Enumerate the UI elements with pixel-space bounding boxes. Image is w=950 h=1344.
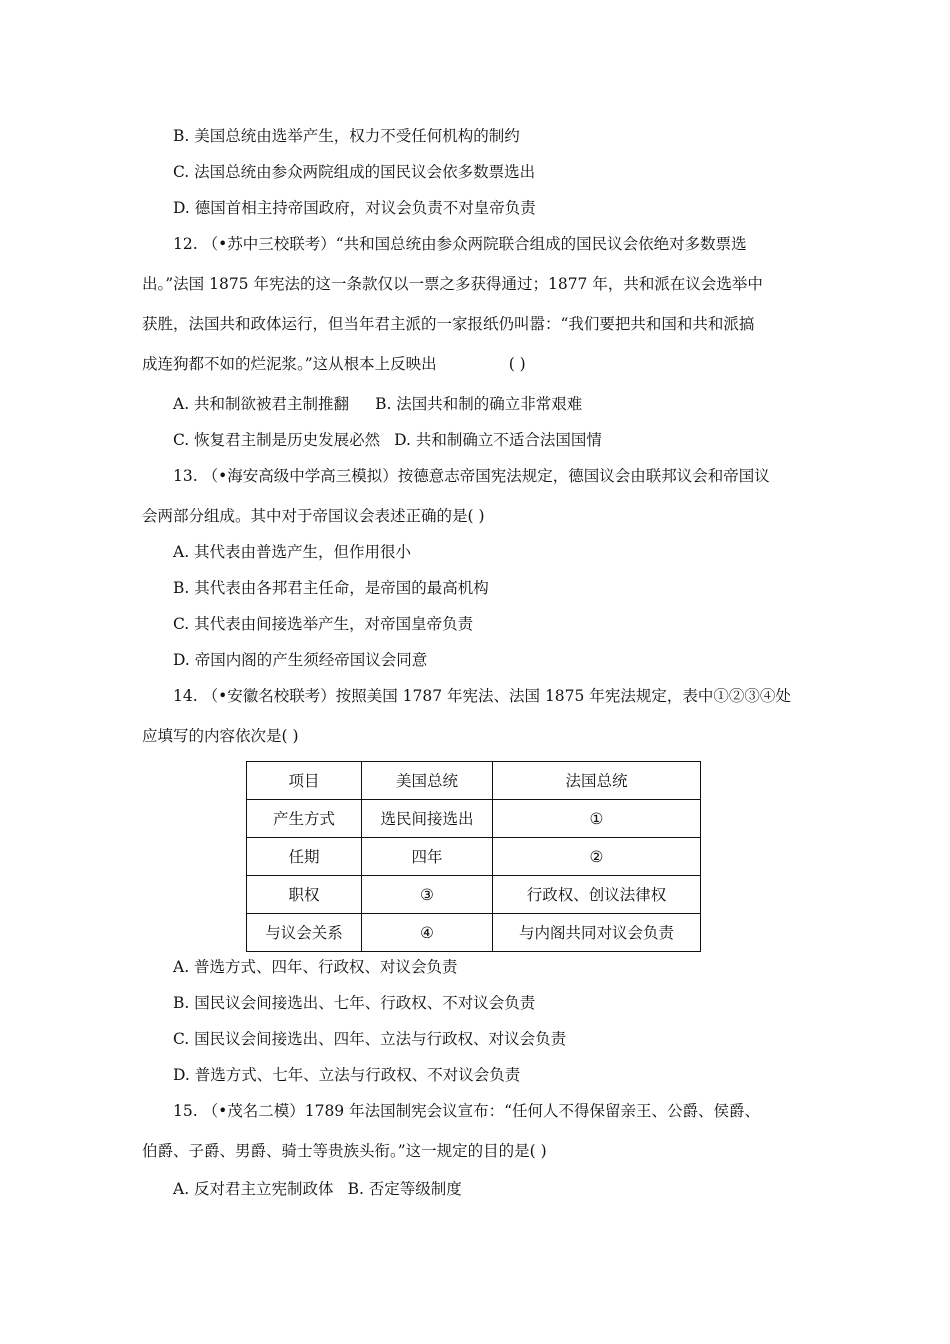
table-header-cell: 项目 — [247, 762, 362, 800]
q12-answer-paren: ( ) — [508, 355, 526, 373]
q13-option-b: B. 其代表由各邦君主任命，是帝国的最高机构 — [173, 579, 489, 597]
table-cell: ④ — [362, 914, 493, 952]
prev-option-b: B. 美国总统由选举产生，权力不受任何机构的制约 — [173, 127, 520, 145]
table-cell: ③ — [362, 876, 493, 914]
q14-stem-line1: 14. （•安徽名校联考）按照美国 1787 年宪法、法国 1875 年宪法规定，表中①②③④处 — [173, 687, 791, 705]
q14-option-a: A. 普选方式、四年、行政权、对议会负责 — [173, 958, 458, 976]
table-cell: 产生方式 — [247, 800, 362, 838]
q13-option-a: A. 其代表由普选产生，但作用很小 — [173, 543, 412, 561]
q14-comparison-table — [246, 761, 701, 952]
table-cell: ② — [493, 838, 701, 876]
q12-stem-line3: 获胜，法国共和政体运行，但当年君主派的一家报纸仍叫嚣：“我们要把共和国和共和派搞 — [142, 315, 755, 333]
q14-option-b: B. 国民议会间接选出、七年、行政权、不对议会负责 — [173, 994, 536, 1012]
table-row — [247, 838, 701, 876]
q15-stem-line1: 15. （•茂名二模）1789 年法国制宪会议宣布：“任何人不得保留亲王、公爵、侯爵、 — [173, 1102, 761, 1120]
q12-options-row1 — [173, 394, 582, 414]
table-header-cell: 美国总统 — [362, 762, 493, 800]
prev-option-c: C. 法国总统由参众两院组成的国民议会依多数票选出 — [173, 163, 536, 181]
table-cell: 与内阁共同对议会负责 — [493, 914, 701, 952]
table-header-cell: 法国总统 — [493, 762, 701, 800]
q12-option-a: A. 共和制欲被君主制推翻 — [173, 395, 350, 413]
table-cell: 行政权、创议法律权 — [493, 876, 701, 914]
table-row — [247, 914, 701, 952]
table-cell: 选民间接选出 — [362, 800, 493, 838]
q12-option-d: D. 共和制确立不适合法国国情 — [394, 431, 602, 449]
table-cell: 任期 — [247, 838, 362, 876]
table-row — [247, 876, 701, 914]
q15-option-b: B. 否定等级制度 — [347, 1180, 462, 1198]
q14-option-d: D. 普选方式、七年、立法与行政权、不对议会负责 — [173, 1066, 521, 1084]
q15-options-row1 — [173, 1179, 462, 1199]
table-cell: 职权 — [247, 876, 362, 914]
table-header-row — [247, 762, 701, 800]
q15-stem-line2: 伯爵、子爵、男爵、骑士等贵族头衔。”这一规定的目的是( ) — [142, 1142, 547, 1160]
table-cell: 与议会关系 — [247, 914, 362, 952]
q12-stem-line1: 12. （•苏中三校联考）“共和国总统由参众两院联合组成的国民议会依绝对多数票选 — [173, 235, 747, 253]
q15-option-a: A. 反对君主立宪制政体 — [173, 1180, 334, 1198]
q12-stem-line2: 出。”法国 1875 年宪法的这一条款仅以一票之多获得通过；1877 年，共和派在议会选举中 — [142, 275, 763, 293]
table-cell: 四年 — [362, 838, 493, 876]
q13-option-c: C. 其代表由间接选举产生，对帝国皇帝负责 — [173, 615, 474, 633]
q14-option-c: C. 国民议会间接选出、四年、立法与行政权、对议会负责 — [173, 1030, 567, 1048]
q12-options-row2 — [173, 430, 602, 450]
table-row — [247, 800, 701, 838]
q13-stem-line2: 会两部分组成。其中对于帝国议会表述正确的是( ) — [142, 507, 485, 525]
q14-stem-line2: 应填写的内容依次是( ) — [142, 727, 299, 745]
q13-option-d: D. 帝国内阁的产生须经帝国议会同意 — [173, 651, 428, 669]
q13-stem-line1: 13. （•海安高级中学高三模拟）按德意志帝国宪法规定，德国议会由联邦议会和帝国议 — [173, 467, 770, 485]
table-cell: ① — [493, 800, 701, 838]
prev-option-d: D. 德国首相主持帝国政府，对议会负责不对皇帝负责 — [173, 199, 536, 217]
q12-stem-text: 成连狗都不如的烂泥浆。”这从根本上反映出 — [142, 355, 437, 373]
q12-option-c: C. 恢复君主制是历史发展必然 — [173, 431, 381, 449]
q12-option-b: B. 法国共和制的确立非常艰难 — [375, 395, 583, 413]
q12-stem-line4 — [142, 354, 526, 374]
